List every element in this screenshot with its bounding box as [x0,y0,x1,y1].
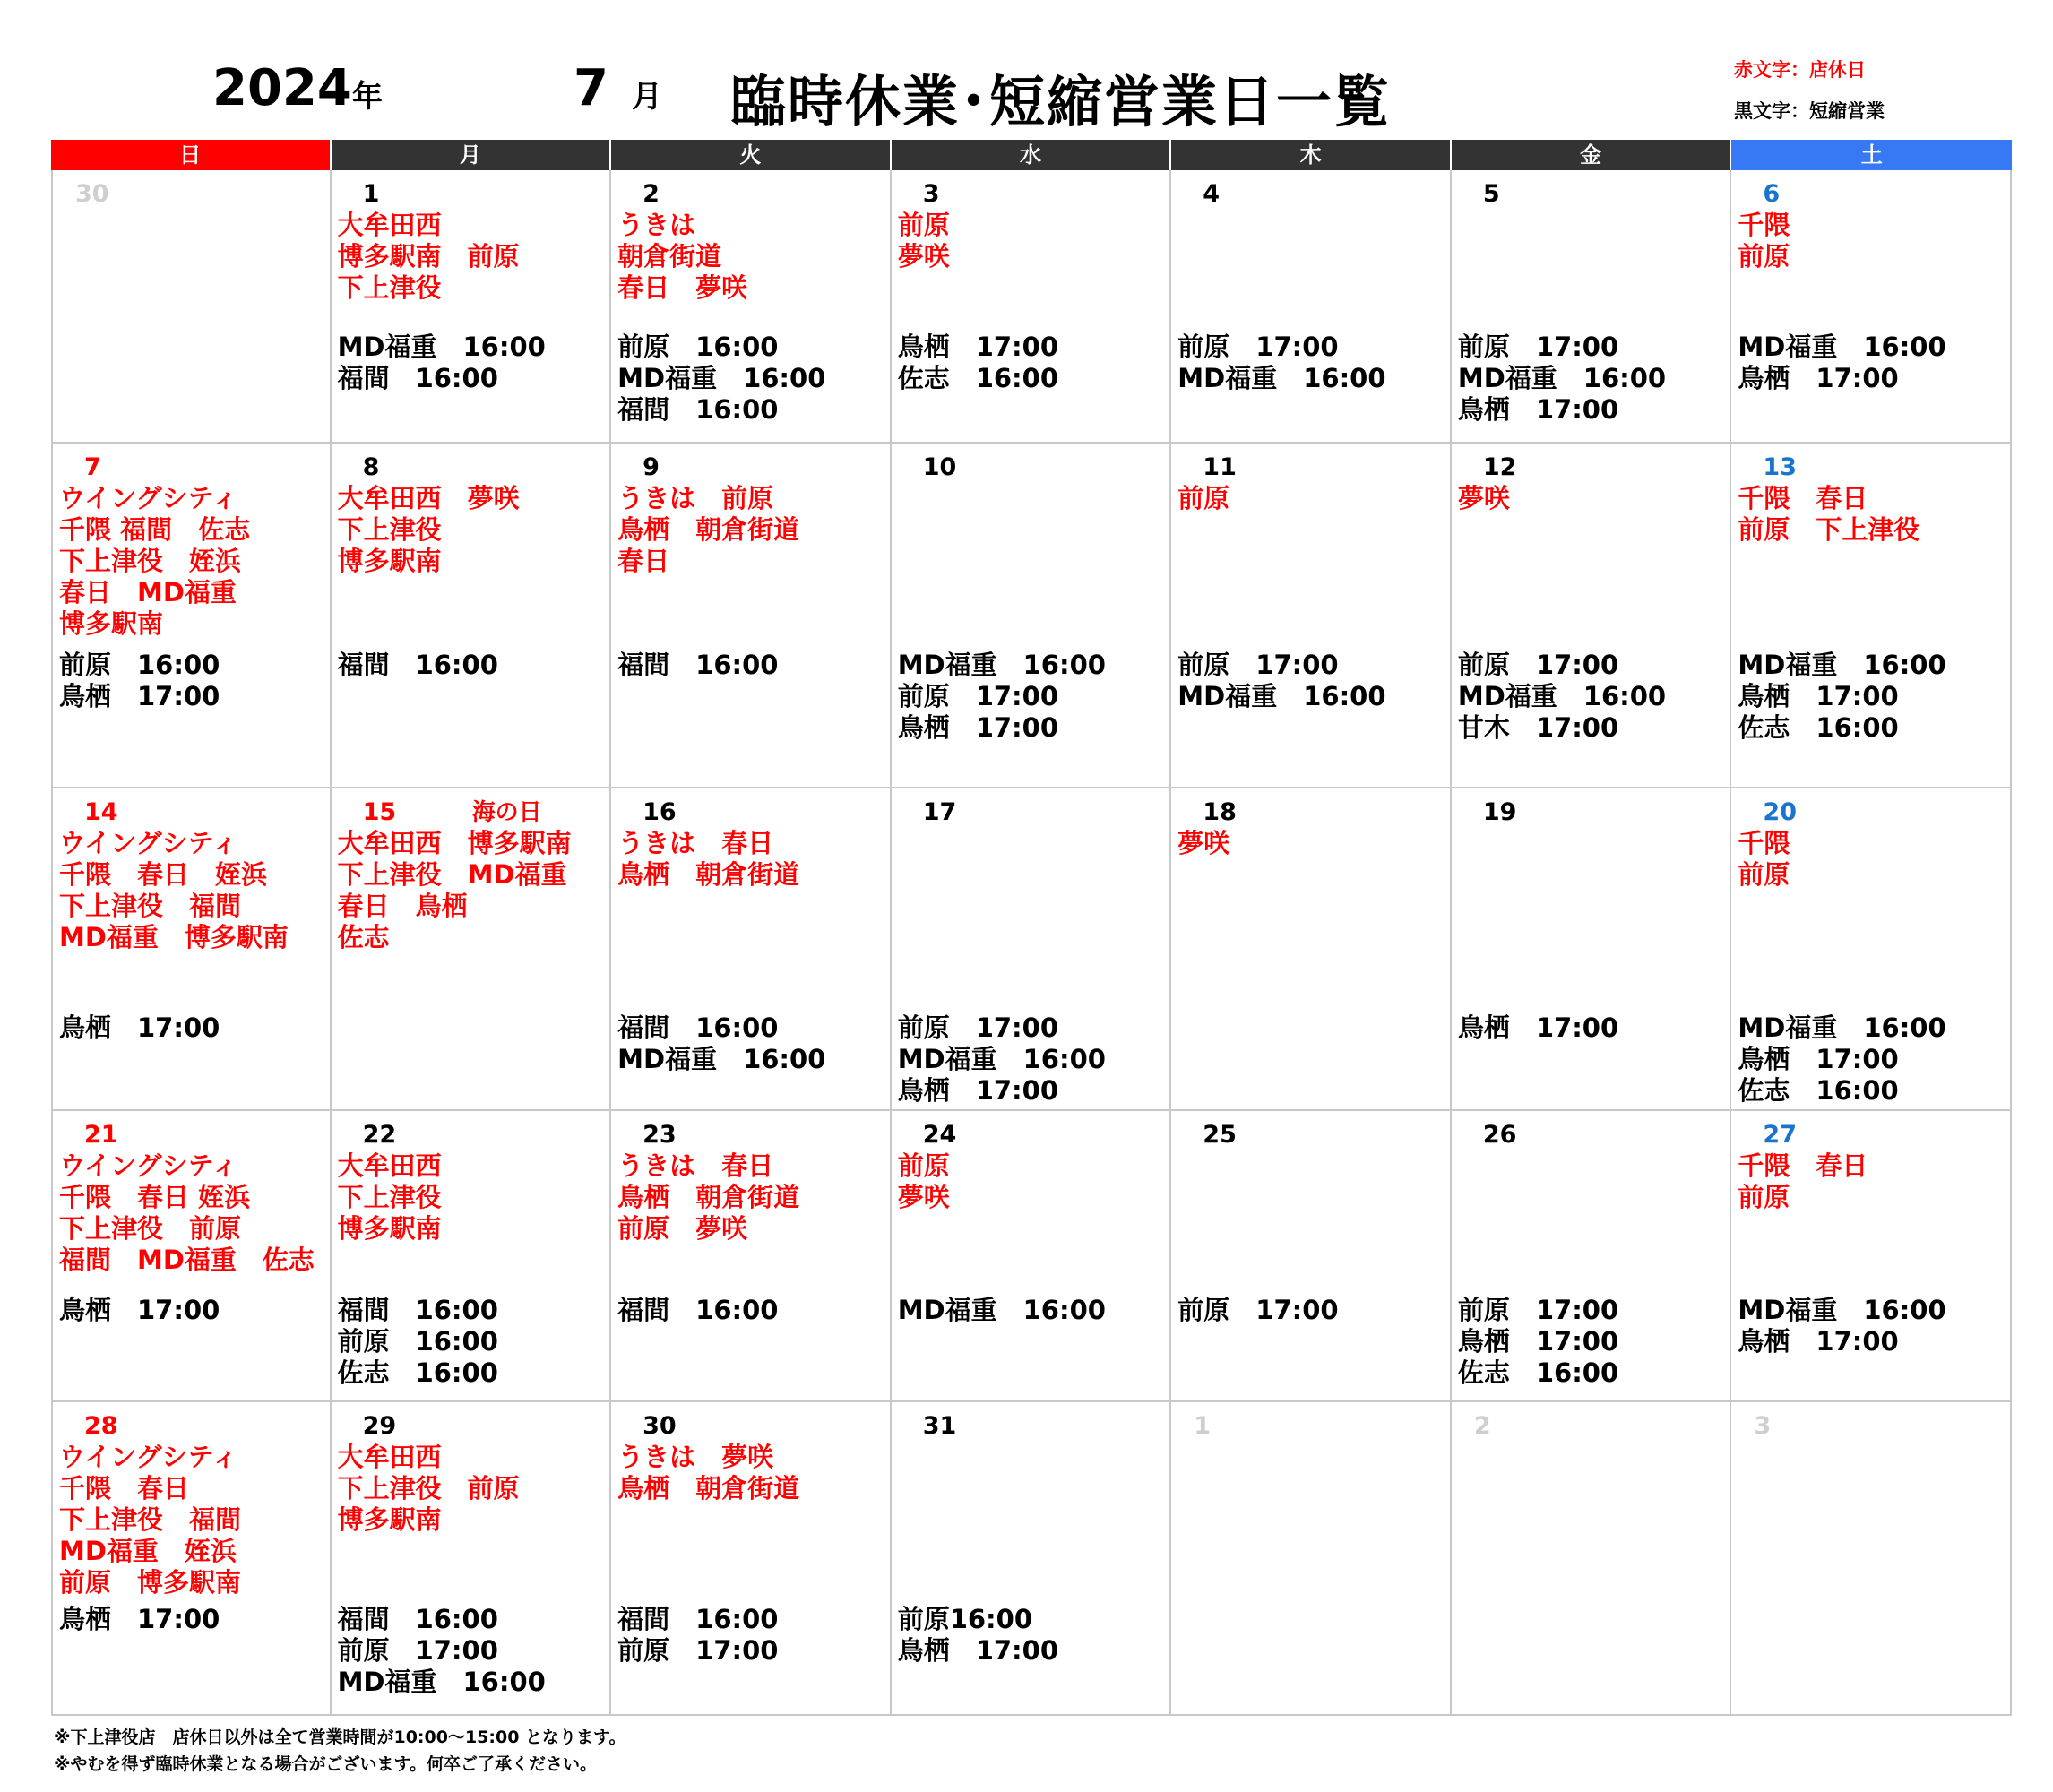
weekday-header-friday: 金 [1452,140,1732,170]
short-hours-stores [617,1295,778,1326]
closed-stores [617,828,799,891]
calendar-day-cell [1731,1111,2012,1402]
closed-stores [898,1150,950,1213]
closed-stores [617,483,799,577]
short-hours-line: 前原 17:00 [617,1635,779,1666]
short-hours-line: 鳥栖 17:00 [59,1012,220,1043]
closed-store-line: 朝倉街道 [617,241,722,271]
short-hours-stores [1177,332,1385,394]
closed-store-line: 春日 鳥栖 [337,891,468,921]
year: 2024 [212,59,352,117]
page-title: 臨時休業･短縮営業日一覧 [730,69,1392,134]
closed-store-line: 下上津役 前原 [337,1473,520,1503]
short-hours-line: MD福重 16:00 [1738,1012,1946,1043]
closed-store-line: 千隈 [1738,210,1790,240]
closed-store-line: 千隈 福間 佐志 [59,514,251,545]
closed-store-line: 博多駅南 [59,608,164,639]
short-hours-line: 前原 16:00 [617,332,779,362]
day-number: 9 [643,453,660,481]
closed-stores [1738,210,1790,272]
day-number: 3 [1754,1412,1772,1440]
short-hours-line: MD福重 16:00 [1738,1295,1946,1325]
short-hours-stores [59,1012,220,1044]
closed-store-line: 鳥栖 朝倉街道 [617,1182,800,1212]
closed-store-line: 千隈 春日 [59,1473,190,1503]
closed-store-line: 鳥栖 朝倉街道 [617,859,800,890]
closed-stores [338,483,520,577]
closed-store-line: MD福重 姪浜 [59,1536,237,1566]
closed-store-line: うきは 春日 [617,828,774,858]
calendar-day-cell [51,1402,332,1716]
short-hours-line: MD福重 16:00 [1738,332,1946,362]
short-hours-stores [1458,1295,1618,1389]
closed-store-line: 下上津役 MD福重 [337,859,567,890]
calendar-day-cell [332,444,612,788]
short-hours-line: 福間 16:00 [617,394,779,425]
day-number: 6 [1763,180,1781,208]
short-hours-line: MD福重 16:00 [1177,363,1386,393]
short-hours-line: 前原 17:00 [337,1635,498,1666]
calendar-day-cell [611,788,892,1111]
closed-store-line: 春日 夢咲 [617,272,748,303]
day-number: 25 [1203,1121,1237,1149]
short-hours-line: 前原 17:00 [1457,332,1619,362]
calendar-day-cell [51,788,332,1111]
holiday-label: 海の日 [471,799,542,826]
day-number: 17 [922,798,957,826]
calendar-day-cell [1731,788,2012,1111]
closed-store-line: 夢咲 [1177,828,1230,858]
calendar-day-cell [332,170,612,444]
short-hours-line: 福間 16:00 [337,650,498,680]
day-number: 2 [643,180,660,208]
calendar-day-cell [1452,1111,1732,1402]
closed-store-line: 下上津役 福間 [59,891,242,921]
short-hours-stores [1738,1012,1945,1107]
short-hours-line: 前原 17:00 [1177,1295,1339,1325]
closed-stores [338,1150,442,1245]
closed-store-line: 前原 [897,1150,950,1181]
short-hours-line: 鳥栖 17:00 [1457,1326,1619,1357]
closed-store-line: 千隈 春日 [1738,1150,1868,1181]
closed-store-line: ウイングシティ [59,1150,238,1181]
closed-store-line: 博多駅南 前原 [337,241,520,271]
short-hours-line: MD福重 16:00 [337,332,546,362]
day-number: 19 [1482,798,1517,826]
day-number: 18 [1203,798,1237,826]
calendar-day-cell [51,1111,332,1402]
day-number: 30 [75,180,109,208]
closed-store-line: 千隈 春日 [1738,483,1868,513]
closed-store-line: 博多駅南 [337,1213,442,1244]
short-hours-line: 福間 16:00 [337,363,498,393]
closed-stores [59,1442,241,1598]
day-number: 27 [1763,1121,1797,1149]
short-hours-stores [617,1604,778,1667]
short-hours-line: 福間 16:00 [617,1012,779,1043]
calendar-week [51,1111,2012,1402]
short-hours-line: 福間 16:00 [337,1295,498,1325]
day-number: 3 [922,180,940,208]
short-hours-line: 鳥栖 17:00 [897,332,1059,362]
short-hours-stores [1458,650,1666,744]
short-hours-line: 鳥栖 17:00 [897,712,1059,743]
closed-store-line: 前原 下上津役 [1738,514,1920,545]
calendar-day-cell [1731,170,2012,444]
closed-store-line: 大牟田西 [337,1442,442,1472]
weekday-header-tuesday: 火 [611,140,892,170]
closed-store-line: ウイングシティ [59,483,238,513]
short-hours-line: 鳥栖 17:00 [897,1075,1059,1106]
short-hours-line: 鳥栖 17:00 [1457,1012,1619,1043]
closed-store-line: 下上津役 [337,1182,442,1212]
closed-store-line: 前原 [1738,859,1790,890]
closed-stores [1738,828,1790,891]
closed-store-line: 前原 [1738,1182,1790,1212]
short-hours-stores [1458,332,1666,426]
weekday-header-monday: 月 [332,140,612,170]
closed-stores [1177,483,1229,514]
calendar-day-cell [611,1111,892,1402]
short-hours-line: 佐志 16:00 [1738,712,1899,743]
short-hours-stores [338,332,546,394]
calendar-day-cell [332,1402,612,1716]
month: 7 [574,59,608,117]
short-hours-stores [1738,650,1945,744]
short-hours-line: MD福重 16:00 [897,1295,1106,1325]
closed-stores [617,1150,799,1245]
day-number: 16 [643,798,677,826]
short-hours-stores [338,650,498,681]
closed-store-line: 鳥栖 朝倉街道 [617,514,800,545]
closed-stores [617,1442,799,1504]
calendar-day-cell [892,1111,1172,1402]
short-hours-line: 佐志 16:00 [1738,1075,1899,1106]
closed-store-line: 千隈 春日 姪浜 [59,859,268,890]
closed-stores [338,210,520,304]
short-hours-stores [898,650,1106,744]
day-number: 15 [362,798,397,826]
day-number: 1 [362,180,380,208]
short-hours-line: 前原 17:00 [1177,650,1339,680]
closed-stores [1738,1150,1868,1213]
closed-store-line: 前原 [1177,483,1230,513]
month-unit: 月 [632,79,662,115]
closed-store-line: 大牟田西 [337,1150,442,1181]
short-hours-stores [338,1295,498,1389]
calendar-day-cell [51,444,332,788]
calendar-day-cell [892,788,1172,1111]
day-number: 14 [84,798,118,826]
calendar-week [51,1402,2012,1716]
weekday-header-saturday: 土 [1731,140,2012,170]
legend-closed: 赤文字：店休日 [1734,59,1866,81]
calendar-day-cell [611,444,892,788]
closed-store-line: 夢咲 [897,241,950,271]
day-number: 29 [362,1412,397,1440]
day-number: 23 [643,1121,677,1149]
calendar-day-cell [1452,170,1732,444]
closed-store-line: 千隈 春日 姪浜 [59,1182,251,1212]
short-hours-stores [1177,1295,1338,1326]
closed-store-line: 佐志 [337,922,390,952]
closed-store-line: 大牟田西 [337,210,442,240]
short-hours-stores [617,1012,825,1075]
short-hours-stores [617,650,778,681]
header [0,0,2053,139]
closed-stores [338,828,572,953]
short-hours-line: 前原 17:00 [897,681,1059,711]
closed-store-line: 前原 [897,210,950,240]
day-number: 30 [643,1412,677,1440]
closed-store-line: 下上津役 [337,272,442,303]
calendar-day-cell [1171,1402,1452,1716]
day-number: 2 [1473,1412,1491,1440]
short-hours-stores [898,332,1058,394]
day-number: 22 [362,1121,397,1149]
day-number: 26 [1482,1121,1517,1149]
footnote-2: ※やむを得ず臨時休業となる場合がございます。何卒ご了承ください。 [54,1754,597,1774]
short-hours-line: MD福重 16:00 [1738,650,1946,680]
calendar-day-cell [892,1402,1172,1716]
short-hours-line: 佐志 16:00 [337,1357,498,1388]
closed-stores [59,1150,315,1276]
short-hours-line: MD福重 16:00 [1457,363,1667,393]
calendar-day-cell [1171,444,1452,788]
short-hours-line: MD福重 16:00 [1177,681,1386,711]
calendar [51,140,2012,1716]
day-number: 5 [1482,180,1500,208]
weekday-header-thursday: 木 [1171,140,1452,170]
calendar-day-cell [1171,170,1452,444]
short-hours-line: 鳥栖 17:00 [897,1635,1059,1666]
closed-store-line: うきは 夢咲 [617,1442,774,1472]
closed-store-line: 博多駅南 [337,1504,442,1535]
day-number: 24 [922,1121,957,1149]
closed-stores [1458,483,1510,514]
day-number: 12 [1482,453,1517,481]
calendar-day-cell [332,1111,612,1402]
short-hours-line: 鳥栖 17:00 [59,681,220,711]
closed-store-line: ウイングシティ [59,828,238,858]
weekday-header-sunday: 日 [51,140,332,170]
calendar-day-cell [1452,1402,1732,1716]
calendar-day-cell [1452,788,1732,1111]
closed-stores [1738,483,1919,546]
closed-store-line: 春日 MD福重 [59,577,237,607]
closed-stores [898,210,950,272]
day-number: 28 [84,1412,118,1440]
calendar-day-cell [611,1402,892,1716]
closed-store-line: MD福重 博多駅南 [59,922,289,952]
calendar-day-cell [1171,788,1452,1111]
short-hours-stores [1738,1295,1945,1357]
closed-store-line: 大牟田西 夢咲 [337,483,520,513]
short-hours-line: 前原 17:00 [1457,1295,1619,1325]
closed-store-line: 大牟田西 博多駅南 [337,828,572,858]
closed-stores [338,1442,520,1536]
closed-store-line: 春日 [617,546,670,576]
short-hours-stores [1738,332,1945,394]
short-hours-line: 福間 16:00 [617,650,779,680]
short-hours-stores [898,1604,1058,1667]
short-hours-line: 前原 17:00 [897,1012,1059,1043]
calendar-day-cell [51,170,332,444]
closed-store-line: うきは [617,210,696,240]
short-hours-stores [898,1295,1106,1326]
day-number: 7 [84,453,101,481]
short-hours-line: 福間 16:00 [337,1604,498,1634]
calendar-day-cell [1731,444,2012,788]
day-number: 4 [1203,180,1221,208]
short-hours-line: 前原16:00 [897,1604,1033,1634]
short-hours-stores [338,1604,546,1698]
short-hours-stores [59,1295,220,1326]
calendar-week [51,788,2012,1111]
footnote-1: ※下上津役店 店休日以外は全て営業時間が10:00～15:00 となります。 [54,1727,626,1747]
short-hours-line: 鳥栖 17:00 [1738,1326,1899,1357]
short-hours-stores [1458,1012,1618,1044]
day-number: 10 [922,453,957,481]
short-hours-line: 鳥栖 17:00 [1738,363,1899,393]
short-hours-line: MD福重 16:00 [1457,681,1667,711]
short-hours-line: 佐志 16:00 [1457,1357,1619,1388]
short-hours-line: 鳥栖 17:00 [59,1604,220,1634]
closed-store-line: 下上津役 姪浜 [59,546,242,576]
closed-store-line: 博多駅南 [337,546,442,576]
short-hours-line: 前原 16:00 [59,650,220,680]
short-hours-line: MD福重 16:00 [617,363,826,393]
day-number: 31 [922,1412,957,1440]
calendar-day-cell [892,444,1172,788]
legend-short-hours: 黒文字：短縮営業 [1734,100,1885,122]
short-hours-line: MD福重 16:00 [617,1044,826,1074]
closed-store-line: 千隈 [1738,828,1790,858]
calendar-week [51,444,2012,788]
closed-store-line: うきは 前原 [617,483,774,513]
calendar-day-cell [1452,444,1732,788]
short-hours-line: MD福重 16:00 [337,1667,546,1697]
closed-store-line: 夢咲 [1457,483,1510,513]
short-hours-line: MD福重 16:00 [897,1044,1106,1074]
calendar-week [51,170,2012,444]
closed-store-line: うきは 春日 [617,1150,774,1181]
year-unit: 年 [352,79,383,115]
closed-store-line: 下上津役 前原 [59,1213,242,1244]
short-hours-line: 鳥栖 17:00 [1457,394,1619,425]
short-hours-line: 佐志 16:00 [897,363,1059,393]
calendar-day-cell [1731,1402,2012,1716]
closed-store-line: ウイングシティ [59,1442,238,1472]
calendar-day-cell [332,788,612,1111]
closed-store-line: 前原 博多駅南 [59,1567,242,1598]
short-hours-stores [898,1012,1106,1107]
short-hours-line: 鳥栖 17:00 [1738,1044,1899,1074]
short-hours-line: 甘木 17:00 [1457,712,1619,743]
closed-stores [617,210,747,304]
closed-stores [59,483,250,640]
calendar-weeks [51,170,2012,1716]
closed-store-line: 下上津役 [337,514,442,545]
day-number: 8 [362,453,380,481]
calendar-day-cell [892,170,1172,444]
short-hours-stores [59,1604,220,1635]
day-number: 11 [1203,453,1237,481]
short-hours-line: MD福重 16:00 [897,650,1106,680]
short-hours-line: 前原 17:00 [1457,650,1619,680]
short-hours-line: 前原 17:00 [1177,332,1339,362]
calendar-day-cell [1171,1111,1452,1402]
closed-store-line: 鳥栖 朝倉街道 [617,1473,800,1503]
weekday-header-row [51,140,2012,170]
closed-store-line: 下上津役 福間 [59,1504,242,1535]
short-hours-line: 鳥栖 17:00 [1738,681,1899,711]
closed-stores [59,828,289,953]
short-hours-stores [1177,650,1385,712]
short-hours-line: 福間 16:00 [617,1295,779,1325]
short-hours-line: 前原 16:00 [337,1326,498,1357]
day-number: 21 [84,1121,118,1149]
closed-store-line: 夢咲 [897,1182,950,1212]
closed-store-line: 福間 MD福重 佐志 [59,1245,315,1275]
short-hours-stores [59,650,220,712]
calendar-day-cell [611,170,892,444]
day-number: 13 [1763,453,1797,481]
closed-stores [1177,828,1229,859]
closed-store-line: 前原 [1738,241,1790,271]
day-number: 20 [1763,798,1797,826]
day-number: 1 [1194,1412,1212,1440]
closed-store-line: 前原 夢咲 [617,1213,748,1244]
short-hours-stores [617,332,825,426]
short-hours-line: 福間 16:00 [617,1604,779,1634]
short-hours-line: 鳥栖 17:00 [59,1295,220,1325]
weekday-header-wednesday: 水 [892,140,1172,170]
